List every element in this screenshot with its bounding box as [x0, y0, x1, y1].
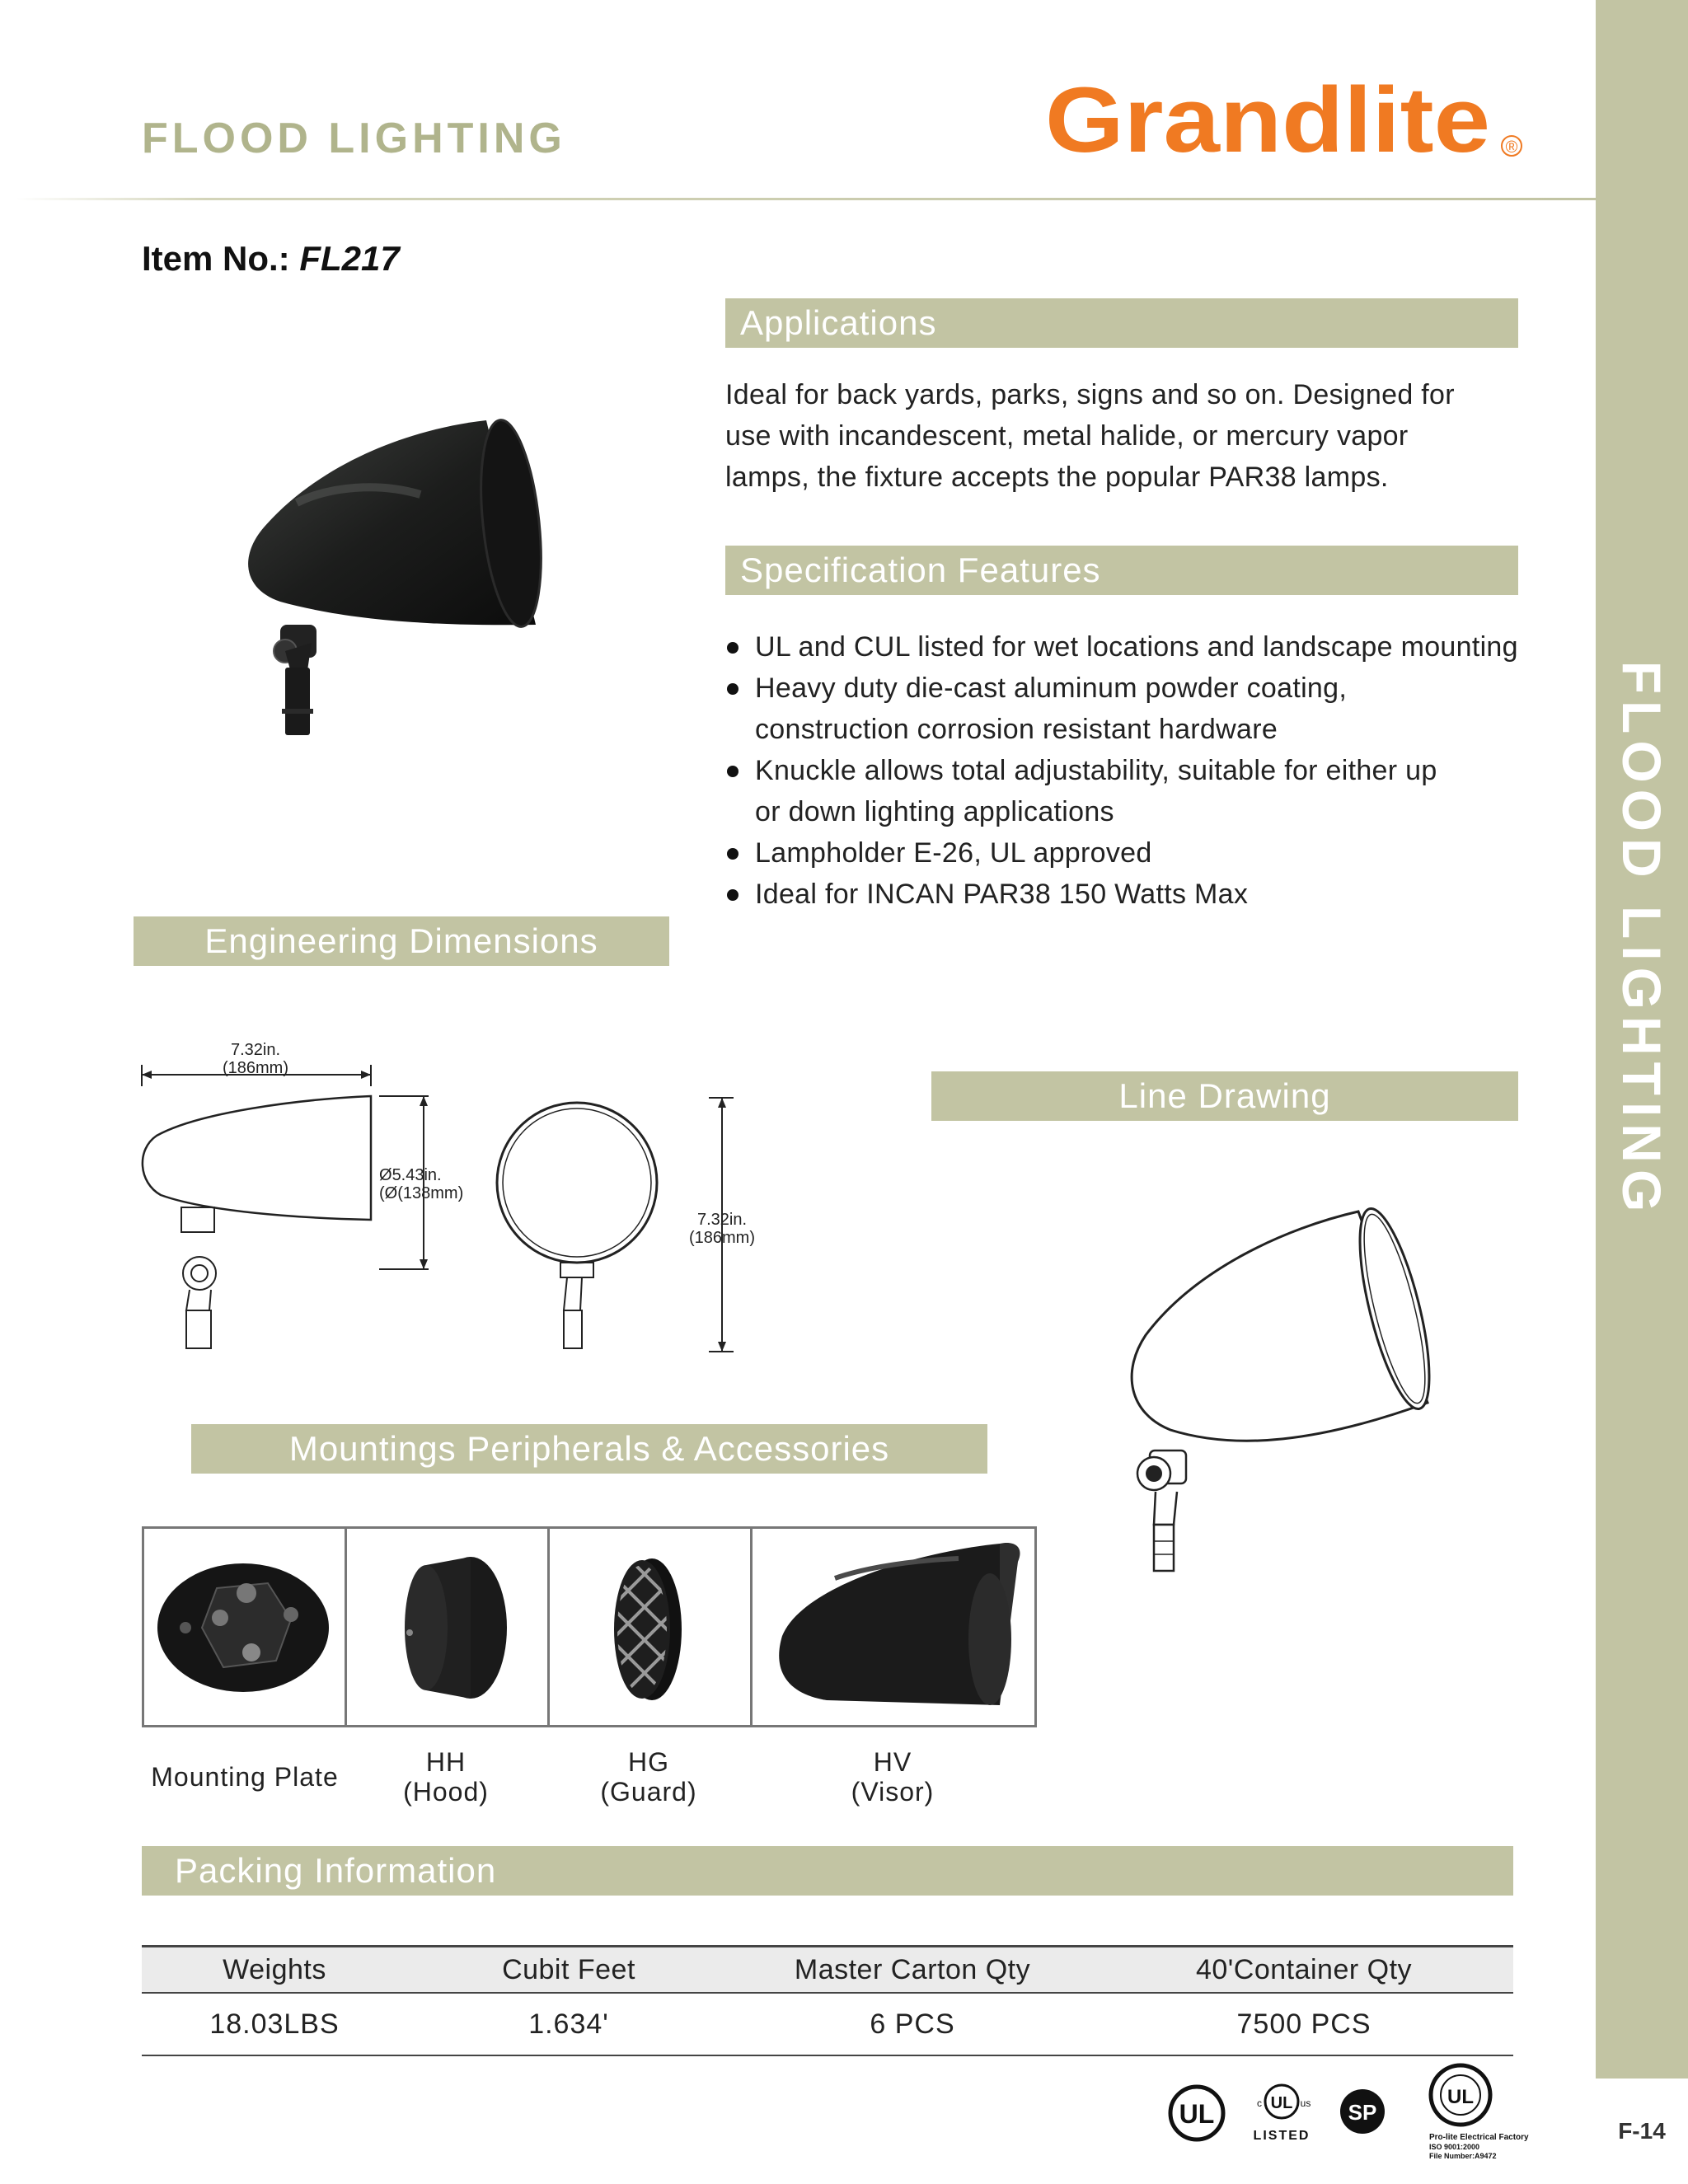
visor-image	[753, 1529, 1034, 1725]
guard-image	[550, 1529, 748, 1725]
applications-heading: Applications	[725, 298, 1518, 348]
spec-list	[725, 626, 1599, 915]
spec-item: Lampholder E-26, UL approved	[725, 832, 1599, 874]
packing-value-row	[142, 1993, 1513, 2055]
col-cubit-feet: Cubit Feet	[407, 1947, 730, 1994]
applications-line: use with incandescent, metal halide, or mercury vapor	[725, 420, 1409, 452]
col-weights: Weights	[142, 1947, 407, 1994]
svg-text:us: us	[1300, 2097, 1311, 2109]
spec-item: Knuckle allows total adjustability, suitable for either up or down lighting applications	[725, 750, 1599, 832]
section-title: FLOOD LIGHTING	[142, 115, 566, 162]
product-photo	[231, 404, 560, 750]
svg-text:File Number:A9472: File Number:A9472	[1429, 2152, 1497, 2160]
height-inch: 7.32in.	[696, 1211, 748, 1229]
accessory-guard	[550, 1529, 753, 1725]
svg-text:UL: UL	[1179, 2099, 1215, 2129]
svg-text:c: c	[1257, 2097, 1262, 2109]
mounting-plate-image	[144, 1529, 342, 1725]
label-hg: HG (Guard)	[600, 1747, 697, 1807]
applications-text	[725, 374, 1550, 498]
hood-image	[347, 1529, 545, 1725]
accessory-visor	[753, 1529, 1034, 1725]
col-container: 40'Container Qty	[1095, 1947, 1513, 1994]
value-container: 7500 PCS	[1095, 1993, 1513, 2055]
packing-header-row	[142, 1947, 1513, 1994]
svg-text:ISO 9001:2000: ISO 9001:2000	[1429, 2143, 1480, 2151]
item-label: Item No.:	[142, 239, 290, 278]
label-mounting-plate: Mounting Plate	[151, 1762, 339, 1792]
engineering-heading: Engineering Dimensions	[134, 916, 669, 966]
accessory-hood	[347, 1529, 550, 1725]
csa-mark-icon	[1340, 2089, 1385, 2134]
svg-text:SP: SP	[1348, 2100, 1377, 2125]
height-mm: (186mm)	[688, 1229, 756, 1247]
applications-line: lamps, the fixture accepts the popular PAR38 lamps.	[725, 462, 1389, 493]
svg-text:UL: UL	[1447, 2086, 1474, 2108]
sidebar-title: FLOOD LIGHTING	[1611, 660, 1672, 1219]
line-drawing-heading: Line Drawing	[931, 1071, 1518, 1121]
length-mm: (186mm)	[222, 1059, 289, 1077]
label-hv: HV (Visor)	[851, 1747, 935, 1807]
label-hh: HH (Hood)	[403, 1747, 489, 1807]
registered-mark: ®	[1505, 138, 1518, 157]
value-cubit-feet: 1.634'	[407, 1993, 730, 2055]
accessories-table	[142, 1526, 1037, 1727]
cul-listed-icon	[1254, 2085, 1311, 2143]
mountings-heading: Mountings Peripherals & Accessories	[191, 1424, 987, 1474]
diameter-inch: Ø5.43in.	[379, 1166, 442, 1184]
logo-text: Grandlite	[1045, 68, 1490, 171]
accessory-mounting-plate	[144, 1529, 347, 1725]
svg-text:UL: UL	[1270, 2094, 1293, 2112]
spec-item: UL and CUL listed for wet locations and landscape mounting	[725, 626, 1599, 668]
line-drawing	[1104, 1195, 1451, 1582]
value-master-carton: 6 PCS	[730, 1993, 1095, 2055]
spec-item: Ideal for INCAN PAR38 150 Watts Max	[725, 874, 1599, 915]
spec-item: Heavy duty die-cast aluminum powder coating, construction corrosion resistant hardware	[725, 668, 1599, 750]
iso-registered-icon	[1429, 2065, 1529, 2160]
certification-marks	[1162, 2060, 1529, 2168]
packing-heading: Packing Information	[142, 1846, 1513, 1896]
dimension-drawing	[132, 1041, 775, 1368]
page-number: F-14	[1596, 2079, 1688, 2184]
item-number: FL217	[299, 239, 400, 278]
svg-text:Pro-lite Electrical Factory: Pro-lite Electrical Factory	[1429, 2133, 1529, 2142]
applications-line: Ideal for back yards, parks, signs and so on. Designed for	[725, 379, 1455, 410]
item-number-line	[142, 239, 400, 279]
ul-mark-icon	[1170, 2087, 1223, 2139]
header-divider	[16, 198, 1596, 200]
diameter-mm: (Ø(138mm)	[379, 1184, 464, 1202]
col-master-carton: Master Carton Qty	[730, 1947, 1095, 1994]
spec-heading: Specification Features	[725, 546, 1518, 595]
value-weights: 18.03LBS	[142, 1993, 407, 2055]
svg-text:LISTED: LISTED	[1253, 2129, 1311, 2143]
length-inch: 7.32in.	[230, 1041, 281, 1059]
packing-table	[142, 1945, 1513, 2056]
grandlite-logo	[1045, 68, 1523, 171]
